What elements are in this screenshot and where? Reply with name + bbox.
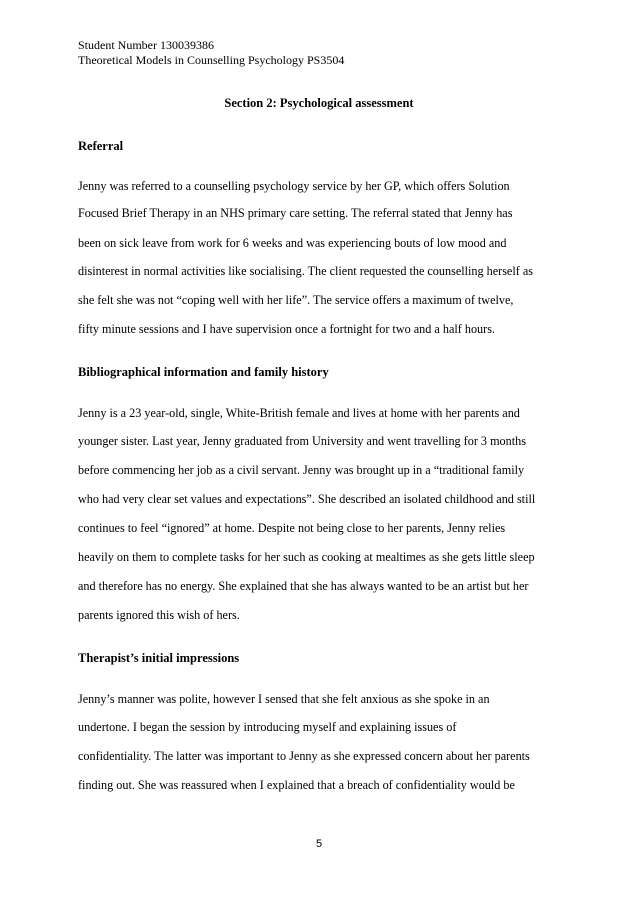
- paragraph-line: Jenny’s manner was polite, however I sensed that she felt anxious as she spoke in an: [78, 692, 490, 706]
- paragraph-line: Jenny was referred to a counselling psychology service by her GP, which offers Solution: [78, 179, 510, 193]
- section-title: Section 2: Psychological assessment: [224, 96, 414, 110]
- paragraph-line: before commencing her job as a civil servant. Jenny was brought up in a “traditional family: [78, 463, 525, 477]
- header-module: Theoretical Models in Counselling Psychology PS3504: [78, 53, 345, 67]
- heading-referral: Referral: [78, 139, 124, 153]
- paragraph-line: she felt she was not “coping well with her life”. The service offers a maximum of twelve,: [78, 293, 514, 307]
- paragraph-line: disinterest in normal activities like socialising. The client requested the counselling herself as: [78, 264, 533, 278]
- paragraph-line: confidentiality. The latter was important to Jenny as she expressed concern about her parents: [78, 749, 530, 763]
- header-student-number: Student Number 130039386: [78, 38, 214, 52]
- paragraph-line: finding out. She was reassured when I explained that a breach of confidentiality would be: [78, 778, 515, 792]
- paragraph-line: and therefore has no energy. She explained that she has always wanted to be an artist but her: [78, 579, 529, 593]
- paragraph-line: undertone. I began the session by introducing myself and explaining issues of: [78, 720, 457, 734]
- heading-therapist-initial-impressions: Therapist’s initial impressions: [78, 651, 240, 665]
- paragraph-line: been on sick leave from work for 6 weeks and was experiencing bouts of low mood and: [78, 236, 507, 250]
- paragraph-line: Focused Brief Therapy in an NHS primary care setting. The referral stated that Jenny has: [78, 206, 513, 220]
- paragraph-line: continues to feel “ignored” at home. Despite not being close to her parents, Jenny relies: [78, 521, 506, 535]
- paragraph-line: fifty minute sessions and I have supervision once a fortnight for two and a half hours.: [78, 322, 495, 336]
- heading-bibliographical-information: Bibliographical information and family history: [78, 365, 329, 379]
- paragraph-line: parents ignored this wish of hers.: [78, 608, 240, 622]
- paragraph-line: who had very clear set values and expectations”. She described an isolated childhood and still: [78, 492, 536, 506]
- paragraph-line: Jenny is a 23 year-old, single, White-British female and lives at home with her parents and: [78, 406, 520, 420]
- paragraph-line: younger sister. Last year, Jenny graduated from University and went travelling for 3 months: [78, 434, 526, 448]
- paragraph-line: heavily on them to complete tasks for her such as cooking at mealtimes as she gets little sleep: [78, 550, 535, 564]
- page-number: 5: [315, 838, 323, 850]
